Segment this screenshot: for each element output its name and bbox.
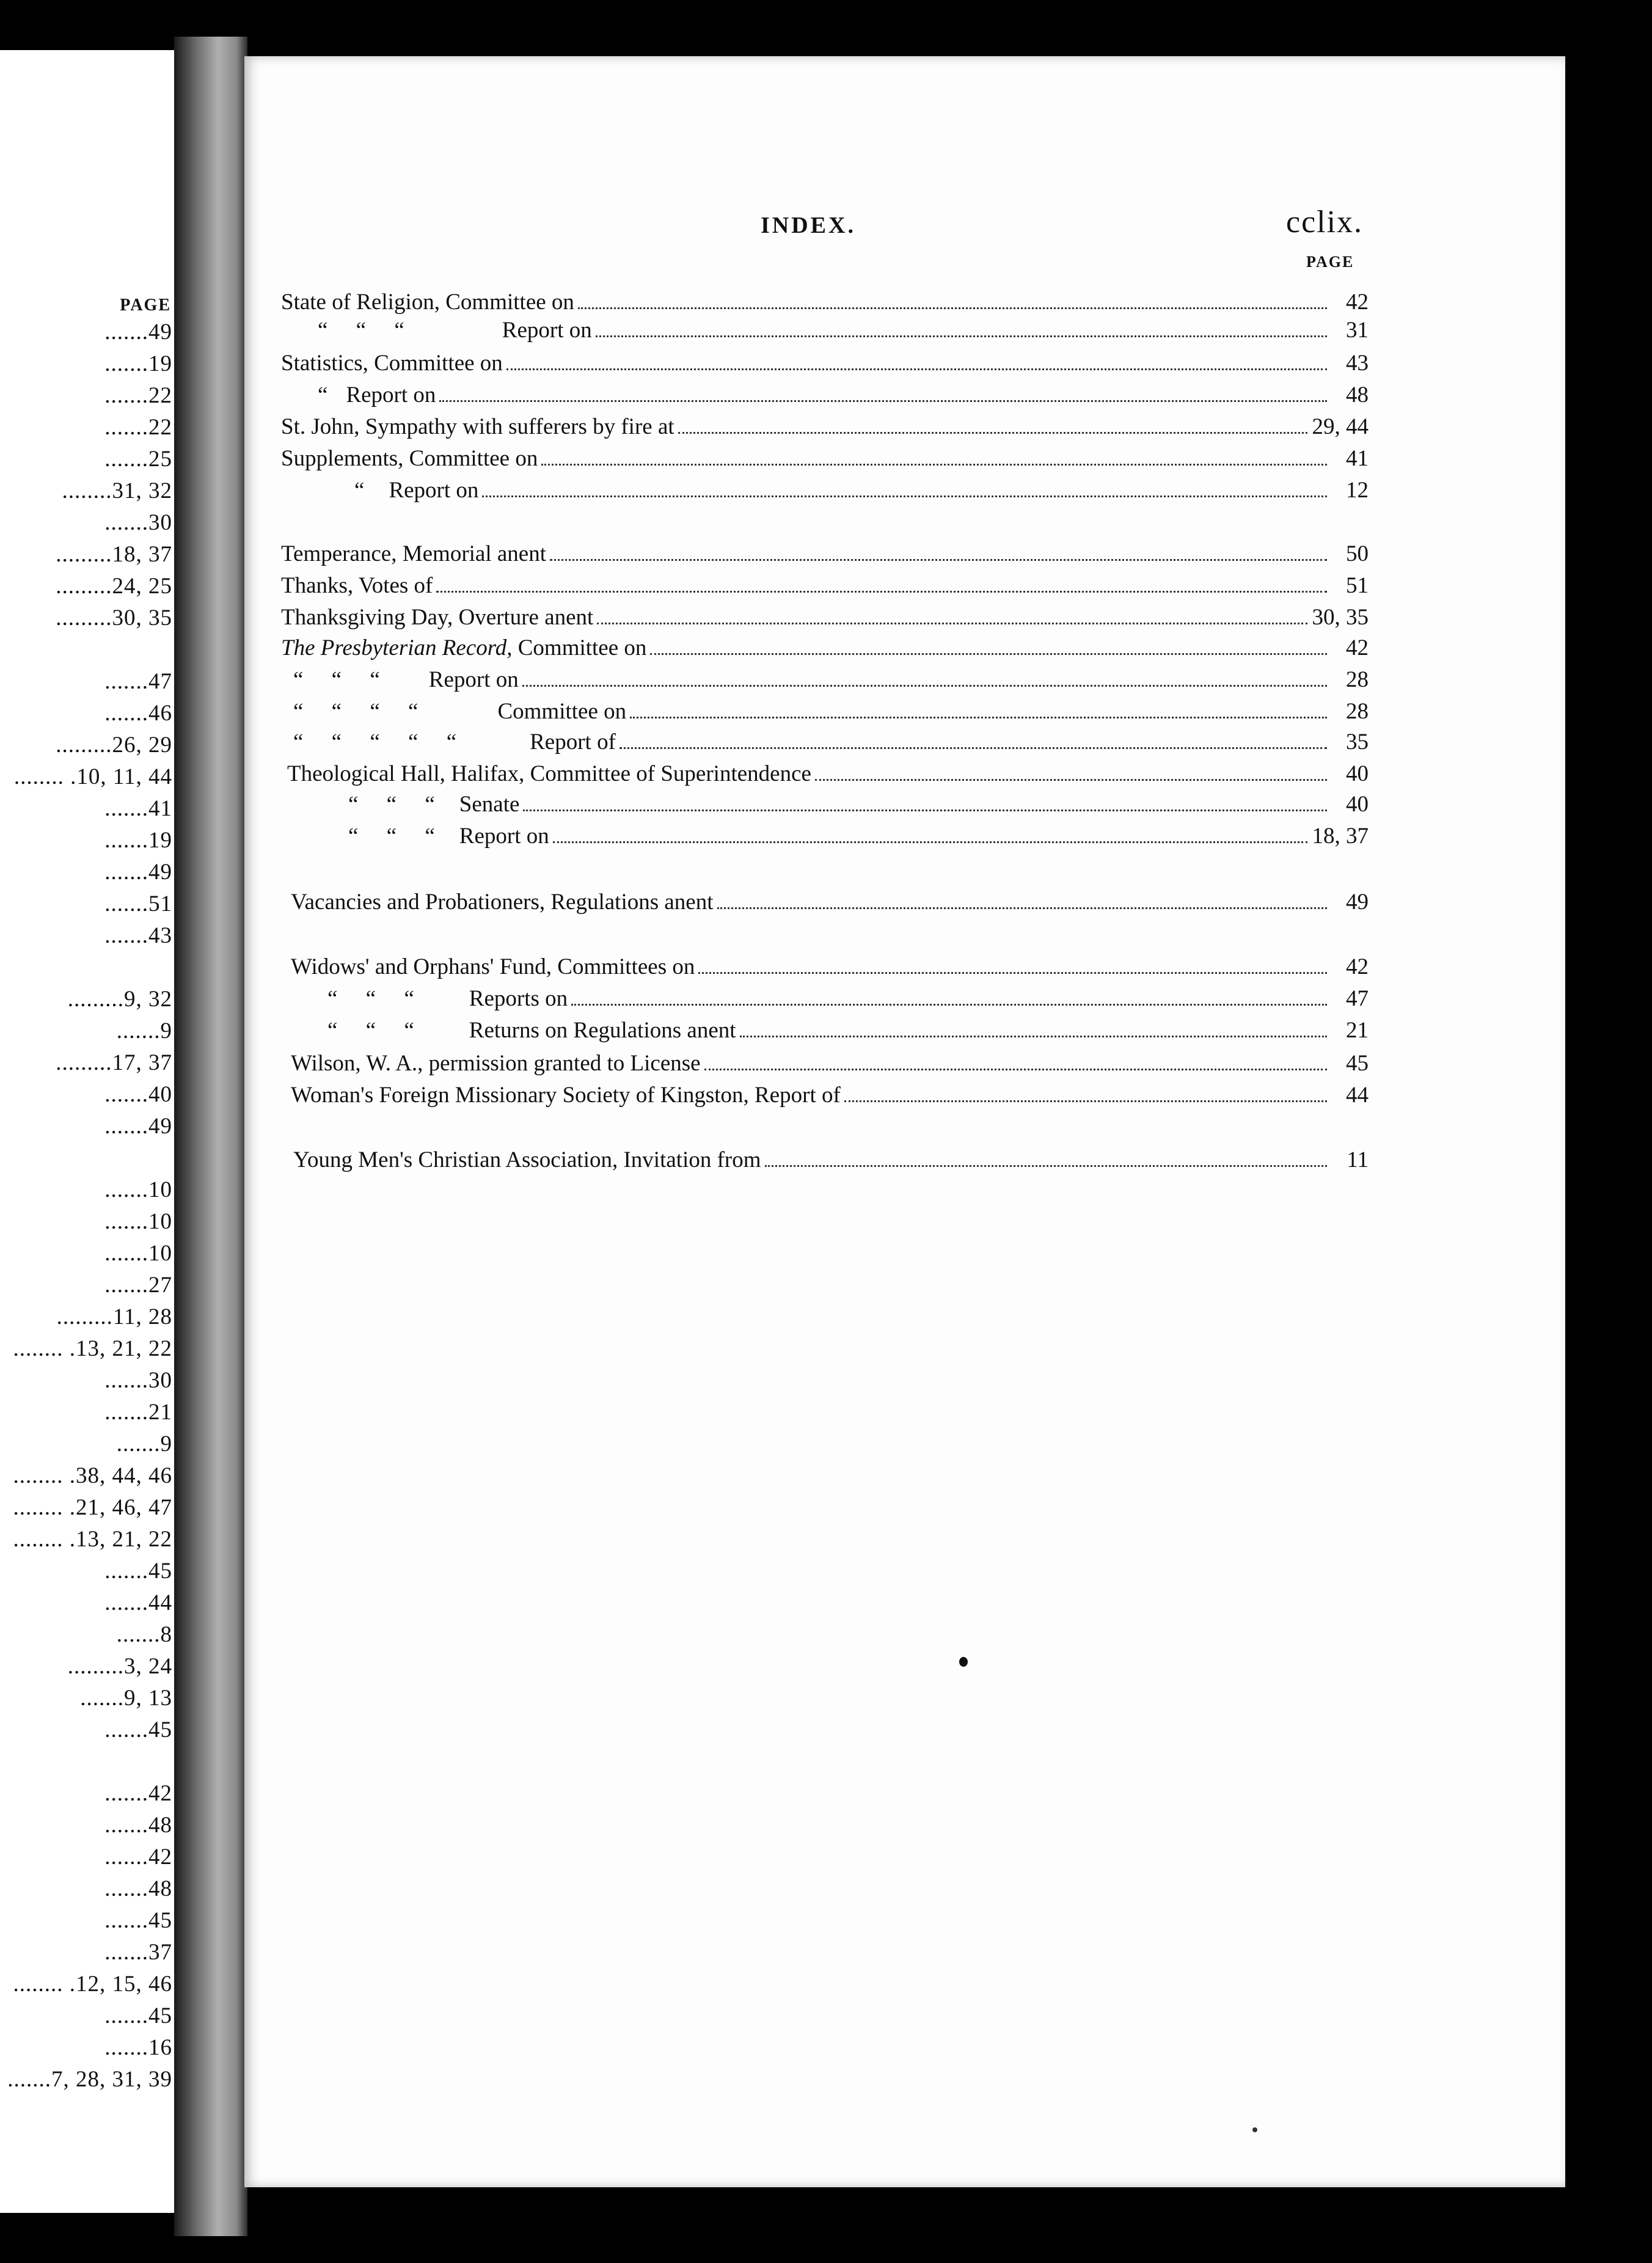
left-page-number: .......40: [104, 1082, 172, 1107]
dot-leader: [740, 1036, 1327, 1037]
left-page-number: .......25: [104, 447, 172, 472]
entry-label: Report on: [428, 667, 519, 692]
entry-page: 49: [1346, 890, 1369, 915]
left-page-number: .......45: [104, 1559, 172, 1584]
index-entry: [281, 287, 1369, 315]
dot-leader: [765, 1165, 1327, 1167]
left-page-number: .......22: [104, 383, 172, 408]
left-page-number: .......42: [104, 1844, 172, 1870]
entry-page: 12: [1346, 478, 1369, 503]
left-page-number: .......49: [104, 320, 172, 345]
left-page-number: ........ .13, 21, 22: [13, 1527, 172, 1552]
dot-leader: [597, 623, 1307, 624]
ditto-marks: “ “ “: [318, 318, 404, 343]
entry-label: Report on: [459, 824, 549, 849]
entry-page: 42: [1346, 954, 1369, 979]
index-entry: [281, 633, 1369, 661]
left-page-number: .......30: [104, 1368, 172, 1393]
entry-page: 47: [1346, 986, 1369, 1011]
dot-leader: [698, 972, 1327, 974]
left-page-number: .........11, 28: [56, 1304, 172, 1329]
left-page-number: .........17, 37: [56, 1050, 172, 1075]
index-entry: [281, 571, 1369, 599]
left-page-number: .......10: [104, 1241, 172, 1266]
dot-leader: [439, 400, 1327, 402]
entry-page: 45: [1346, 1051, 1369, 1076]
index-entry: [281, 1145, 1369, 1173]
left-page-number: .........26, 29: [56, 733, 172, 758]
left-page-fragment: [0, 50, 183, 2213]
left-page-number: .......10: [104, 1177, 172, 1202]
ditto-marks: “ “ “: [348, 824, 435, 849]
entry-page: 30, 35: [1312, 605, 1369, 630]
entry-page: 43: [1346, 351, 1369, 376]
index-entry: [281, 444, 1369, 472]
entry-page: 40: [1346, 761, 1369, 786]
ditto-marks: “ “ “ “ “: [293, 729, 457, 755]
ditto-marks: “ “ “: [327, 986, 414, 1011]
entry-label: Returns on Regulations anent: [469, 1018, 736, 1043]
dot-leader: [553, 841, 1307, 843]
entry-page: 29, 44: [1312, 414, 1369, 439]
index-entry: [281, 602, 1369, 631]
dot-leader: [844, 1100, 1327, 1102]
dot-leader: [620, 747, 1327, 749]
index-entry: [281, 887, 1369, 915]
entry-label: Theological Hall, Halifax, Committee of Superintendence: [287, 761, 811, 786]
left-page-number: .......16: [104, 2035, 172, 2060]
left-page-number: .......44: [104, 1590, 172, 1615]
index-entry: [281, 821, 1369, 849]
index-entry: [281, 380, 1369, 408]
left-page-number: .......47: [104, 669, 172, 694]
index-entry: [281, 984, 1369, 1012]
entry-label: St. John, Sympathy with sufferers by fire at: [281, 414, 674, 439]
left-page-number: .......43: [104, 923, 172, 948]
entry-page: 44: [1346, 1083, 1369, 1108]
left-page-number: ........ .13, 21, 22: [13, 1336, 172, 1361]
entry-page: 50: [1346, 541, 1369, 566]
entry-label: Report on: [502, 318, 592, 343]
entry-page: 48: [1346, 382, 1369, 408]
entry-label: Report on: [389, 478, 479, 503]
page-title: INDEX.: [761, 213, 856, 238]
book-gutter: [174, 37, 247, 2236]
entry-page: 35: [1346, 729, 1369, 755]
index-entry: [281, 1015, 1369, 1044]
dot-leader: [541, 464, 1327, 466]
left-page-number: ........ .21, 46, 47: [13, 1495, 172, 1520]
dot-leader: [550, 559, 1327, 561]
left-page-number: .........9, 32: [67, 987, 172, 1012]
index-entry: [281, 475, 1369, 503]
left-page-number: .......9: [116, 1018, 172, 1044]
left-page-number: .......27: [104, 1273, 172, 1298]
left-page-number: .........18, 37: [56, 542, 172, 567]
dot-leader: [630, 717, 1327, 718]
entry-page: 18, 37: [1312, 824, 1369, 849]
entry-page: 31: [1346, 318, 1369, 343]
index-entry: [281, 1080, 1369, 1108]
left-page-column-header: PAGE: [120, 296, 171, 315]
entry-label: Report of: [530, 729, 616, 755]
left-page-number: ........ .38, 44, 46: [13, 1463, 172, 1488]
left-page-number: .......7, 28, 31, 39: [7, 2067, 172, 2092]
entry-page: 40: [1346, 792, 1369, 817]
entry-label: Statistics, Committee on: [281, 351, 503, 376]
index-entry: [281, 1048, 1369, 1077]
left-page-number: ........ .10, 11, 44: [13, 764, 172, 789]
dot-leader: [523, 810, 1327, 811]
index-entry: [281, 696, 1369, 725]
ditto-marks: “: [354, 478, 365, 503]
left-page-number: .......30: [104, 510, 172, 535]
left-page-number: .......49: [104, 860, 172, 885]
left-page-number: .......19: [104, 351, 172, 376]
ditto-marks: “ “ “ “: [293, 699, 418, 724]
ink-speck: [959, 1657, 968, 1667]
left-page-number: .........3, 24: [67, 1654, 172, 1679]
left-page-number: .......45: [104, 1908, 172, 1933]
left-page-number: .......48: [104, 1876, 172, 1901]
entry-label: Reports on: [469, 986, 568, 1011]
index-entry: [281, 539, 1369, 567]
entry-label: Committee on: [497, 699, 627, 724]
index-entry: [281, 315, 1369, 343]
entry-label: Thanksgiving Day, Overture anent: [281, 605, 594, 630]
index-page: [244, 56, 1565, 2187]
left-page-number: .........24, 25: [56, 574, 172, 599]
dot-leader: [571, 1004, 1327, 1006]
ditto-marks: “ “ “: [293, 667, 380, 692]
left-page-number: .......9, 13: [80, 1686, 172, 1711]
left-page-number: .......37: [104, 1940, 172, 1965]
index-entry: [281, 759, 1369, 787]
entry-page: 28: [1346, 667, 1369, 692]
left-page-number: .......22: [104, 415, 172, 440]
entry-label: Young Men's Christian Association, Invitation from: [293, 1147, 761, 1172]
entry-page: 51: [1346, 573, 1369, 598]
entry-label: Vacancies and Probationers, Regulations anent: [291, 890, 714, 915]
dot-leader: [482, 495, 1327, 497]
dot-leader: [522, 685, 1327, 687]
entry-label: Woman's Foreign Missionary Society of Kingston, Report of: [291, 1083, 841, 1108]
dot-leader: [678, 432, 1307, 434]
entry-page: 11: [1347, 1147, 1369, 1172]
left-page-number: .......19: [104, 828, 172, 853]
dot-leader: [596, 335, 1327, 337]
dot-leader: [436, 591, 1327, 593]
entry-label: Wilson, W. A., permission granted to License: [291, 1051, 701, 1076]
left-page-number: .......48: [104, 1813, 172, 1838]
entry-page: 42: [1346, 290, 1369, 315]
entry-label: Supplements, Committee on: [281, 446, 538, 471]
entry-page: 41: [1346, 446, 1369, 471]
index-entry: [281, 348, 1369, 376]
page-number: cclix.: [1286, 205, 1364, 239]
entry-page: 21: [1346, 1018, 1369, 1043]
ditto-marks: “: [318, 382, 328, 408]
left-page-number: .......42: [104, 1781, 172, 1806]
entry-label: State of Religion, Committee on: [281, 290, 574, 315]
left-page-number: .......45: [104, 2003, 172, 2028]
entry-label: Temperance, Memorial anent: [281, 541, 547, 566]
ditto-marks: “ “ “: [327, 1018, 414, 1043]
dot-leader: [717, 907, 1328, 909]
left-page-number: .......49: [104, 1114, 172, 1139]
ink-speck: [1252, 2127, 1257, 2132]
left-page-number: .......45: [104, 1717, 172, 1742]
dot-leader: [506, 368, 1327, 370]
left-page-number: .......21: [104, 1400, 172, 1425]
left-page-number: .......51: [104, 891, 172, 916]
entry-label: Committee on: [512, 635, 647, 660]
left-page-number: ........ .12, 15, 46: [13, 1972, 172, 1997]
entry-label: Senate: [459, 792, 520, 817]
index-entry: [281, 952, 1369, 980]
dot-leader: [815, 779, 1327, 781]
left-page-number: .........30, 35: [56, 605, 172, 631]
index-entry: [281, 412, 1369, 440]
entry-label: Widows' and Orphans' Fund, Committees on: [291, 954, 695, 979]
left-page-number: .......10: [104, 1209, 172, 1234]
left-page-number: .......9: [116, 1431, 172, 1457]
index-entry: [281, 727, 1369, 755]
left-page-number: .......8: [116, 1622, 172, 1647]
index-entry: [281, 665, 1369, 693]
left-page-number: .......46: [104, 701, 172, 726]
entry-page: 28: [1346, 699, 1369, 724]
dot-leader: [578, 307, 1327, 309]
left-page-number: ........31, 32: [62, 478, 172, 503]
entry-label-italic: The Presbyterian Record,: [281, 635, 513, 660]
entry-page: 42: [1346, 635, 1369, 660]
left-page-number: .......41: [104, 796, 172, 821]
dot-leader: [650, 653, 1327, 655]
ditto-marks: “ “ “: [348, 792, 435, 817]
entry-label: Report on: [346, 382, 436, 408]
page-column-header: PAGE: [1306, 253, 1354, 271]
index-entry: [281, 789, 1369, 817]
entry-label: Thanks, Votes of: [281, 573, 433, 598]
dot-leader: [704, 1069, 1327, 1070]
